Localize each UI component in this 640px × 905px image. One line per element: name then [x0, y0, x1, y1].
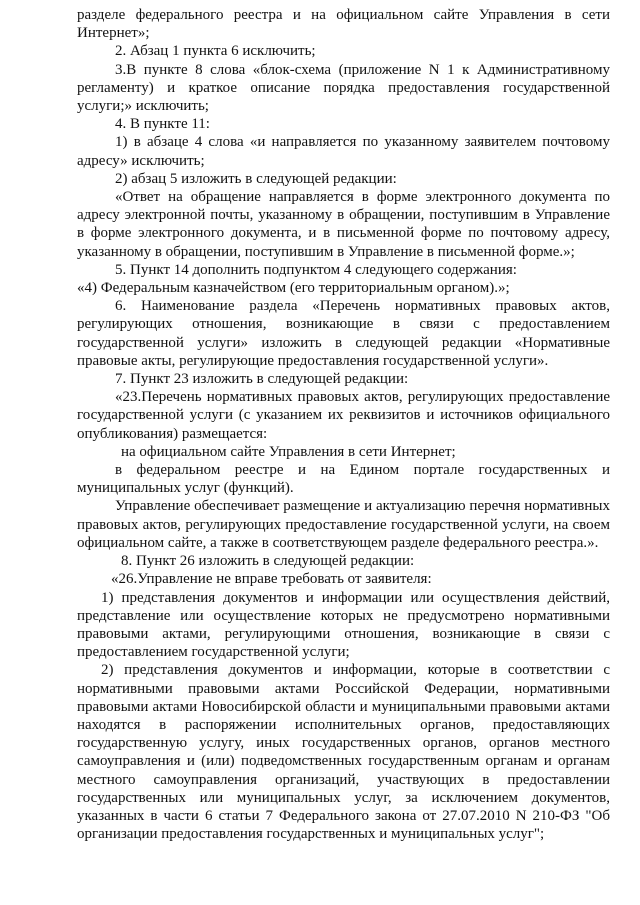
- paragraph-item-6: 6. Наименование раздела «Перечень нормативных правовых актов, регулирующих отношения, возникающие в связи с предоставлением государственной услуги» изложить в следующей редакции «Нормативные правовые акты, регулирующие предоставления государственной услуги».: [77, 298, 610, 369]
- paragraph-item-7: 7. Пункт 23 изложить в следующей редакции:: [115, 371, 409, 388]
- paragraph-item-3: 3.В пункте 8 слова «блок-схема (приложение N 1 к Административному регламенту) и краткое описание порядка предоставления государственной услуги;» исключить;: [77, 61, 610, 115]
- paragraph-quote-23: «23.Перечень нормативных правовых актов, регулирующих предоставление государственной услуги (с указанием их реквизитов и источников официального опубликования) размещается:: [77, 389, 610, 442]
- paragraph-management-ensures: Управление обеспечивает размещение и актуализацию перечня нормативных правовых актов, регулирующих предоставление государственной услуги, на своем официальном сайте, а также в соответствующем разделе федерального реестра.».: [77, 498, 610, 551]
- paragraph-item-2: 2. Абзац 1 пункта 6 исключить;: [115, 43, 316, 60]
- paragraph-quote-26: «26.Управление не вправе требовать от заявителя:: [111, 571, 432, 588]
- paragraph-quote-response: «Ответ на обращение направляется в форме электронного документа по адресу электронной почты, указанному в обращении, поступившим в Управление в форме электронного документа, и в письменной форме по почтовому адресу, указанному в обращении, поступившим в Управление в письменной форме.»;: [77, 189, 610, 260]
- paragraph-26-2: 2) представления документов и информации, которые в соответствии с нормативными правовыми актами Российской Федерации, нормативными правовыми актами Новосибирской области и муниципальными правовыми актами находятся в распоряжении исполнительных органов, предоставляющих государственную услугу, иных государственных органов, органов местного самоуправления и (или) подведомственных государственным органам и органам местного самоуправления организаций, участвующих в предоставлении государственных или муниципальных услуг, за исключением документов, указанных в части 6 статьи 7 Федерального закона от 27.07.2010 N 210-ФЗ "Об организации предоставления государственных и муниципальных услуг";: [77, 662, 610, 843]
- paragraph-continuation: разделе федерального реестра и на официальном сайте Управления в сети Интернет»;: [77, 7, 610, 42]
- paragraph-item-5: 5. Пункт 14 дополнить подпунктом 4 следующего содержания:: [115, 261, 517, 278]
- document-page: [77, 6, 610, 843]
- paragraph-26-1: 1) представления документов и информации или осуществления действий, представление или осуществление которых не предусмотрено нормативными правовыми актами, регулирующими отношения, возникающие в связи с предоставлением государственной услуги;: [77, 589, 610, 661]
- paragraph-item-4-2: 2) абзац 5 изложить в следующей редакции:: [115, 170, 397, 187]
- paragraph-item-4-1: 1) в абзаце 4 слова «и направляется по указанному заявителем почтовому адресу» исключить;: [77, 134, 610, 169]
- paragraph-item-4: 4. В пункте 11:: [115, 116, 210, 133]
- paragraph-item-8: 8. Пункт 26 изложить в следующей редакции:: [121, 553, 415, 570]
- paragraph-federal-register: в федеральном реестре и на Едином портале государственных и муниципальных услуг (функций).: [77, 462, 610, 497]
- paragraph-official-site: на официальном сайте Управления в сети Интернет;: [121, 443, 456, 460]
- paragraph-quote-treasury: «4) Федеральным казначейством (его территориальным органом).»;: [77, 280, 510, 297]
